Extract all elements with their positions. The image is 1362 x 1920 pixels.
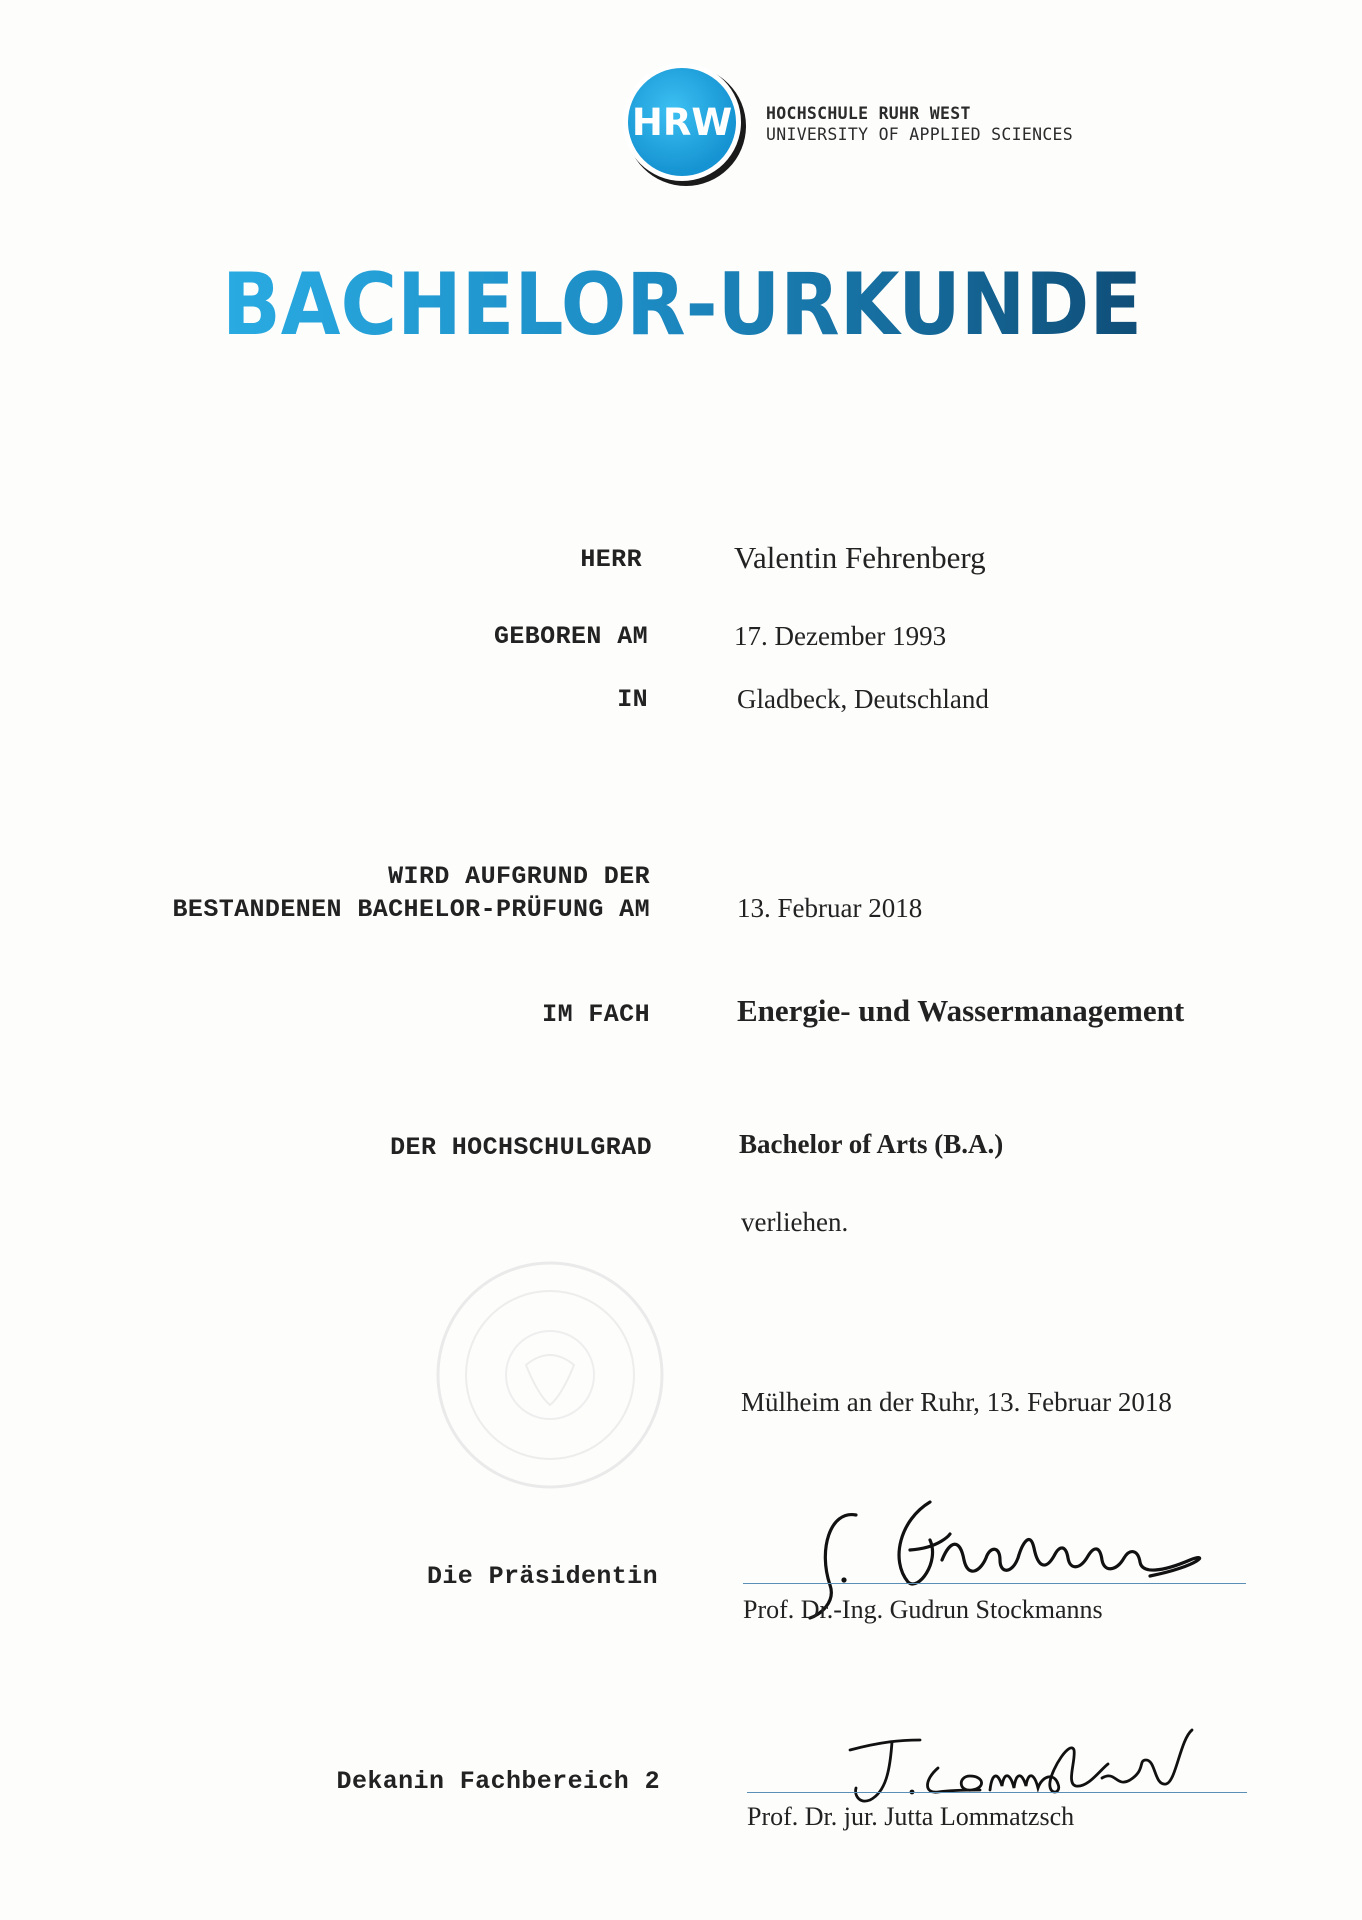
degree: Bachelor of Arts (B.A.): [739, 1129, 1004, 1159]
logo-mark: HRW: [631, 101, 733, 144]
place-label: IN: [617, 685, 648, 714]
president-name: Prof. Dr.-Ing. Gudrun Stockmanns: [743, 1595, 1103, 1624]
exam-label-line1: WIRD AUFGRUND DER: [388, 862, 650, 891]
birth-date: 17. Dezember 1993: [734, 621, 947, 651]
exam-label-line2: BESTANDENEN BACHELOR-PRÜFUNG AM: [172, 895, 650, 924]
exam-date: 13. Februar 2018: [737, 893, 923, 923]
place-date: Mülheim an der Ruhr, 13. Februar 2018: [741, 1387, 1172, 1417]
dean-signature-line: [747, 1792, 1247, 1793]
birth-place: Gladbeck, Deutschland: [737, 684, 989, 714]
svg-text:BACHELOR-URKUNDE: BACHELOR-URKUNDE: [222, 256, 1142, 346]
subject: Energie- und Wassermanagement: [737, 993, 1185, 1028]
president-role: Die Präsidentin: [426, 1562, 658, 1591]
subject-label: IM FACH: [542, 1000, 650, 1029]
degree-label: DER HOCHSCHULGRAD: [390, 1133, 652, 1162]
born-label: GEBOREN AM: [493, 622, 648, 651]
student-name: Valentin Fehrenberg: [734, 540, 986, 575]
institution-line2: UNIVERSITY OF APPLIED SCIENCES: [766, 125, 1074, 144]
dean-signature: [820, 1720, 1220, 1810]
dean-role: Dekanin Fachbereich 2: [336, 1767, 660, 1796]
conferred-text: verliehen.: [741, 1207, 849, 1237]
institution-name: [766, 103, 1073, 145]
field-labels: [0, 0, 660, 1920]
university-seal-icon: [430, 1255, 670, 1495]
dean-name: Prof. Dr. jur. Jutta Lommatzsch: [747, 1802, 1075, 1831]
president-signature-line: [743, 1583, 1246, 1584]
institution-line1: HOCHSCHULE RUHR WEST: [766, 104, 971, 123]
salutation-label: HERR: [580, 545, 642, 574]
